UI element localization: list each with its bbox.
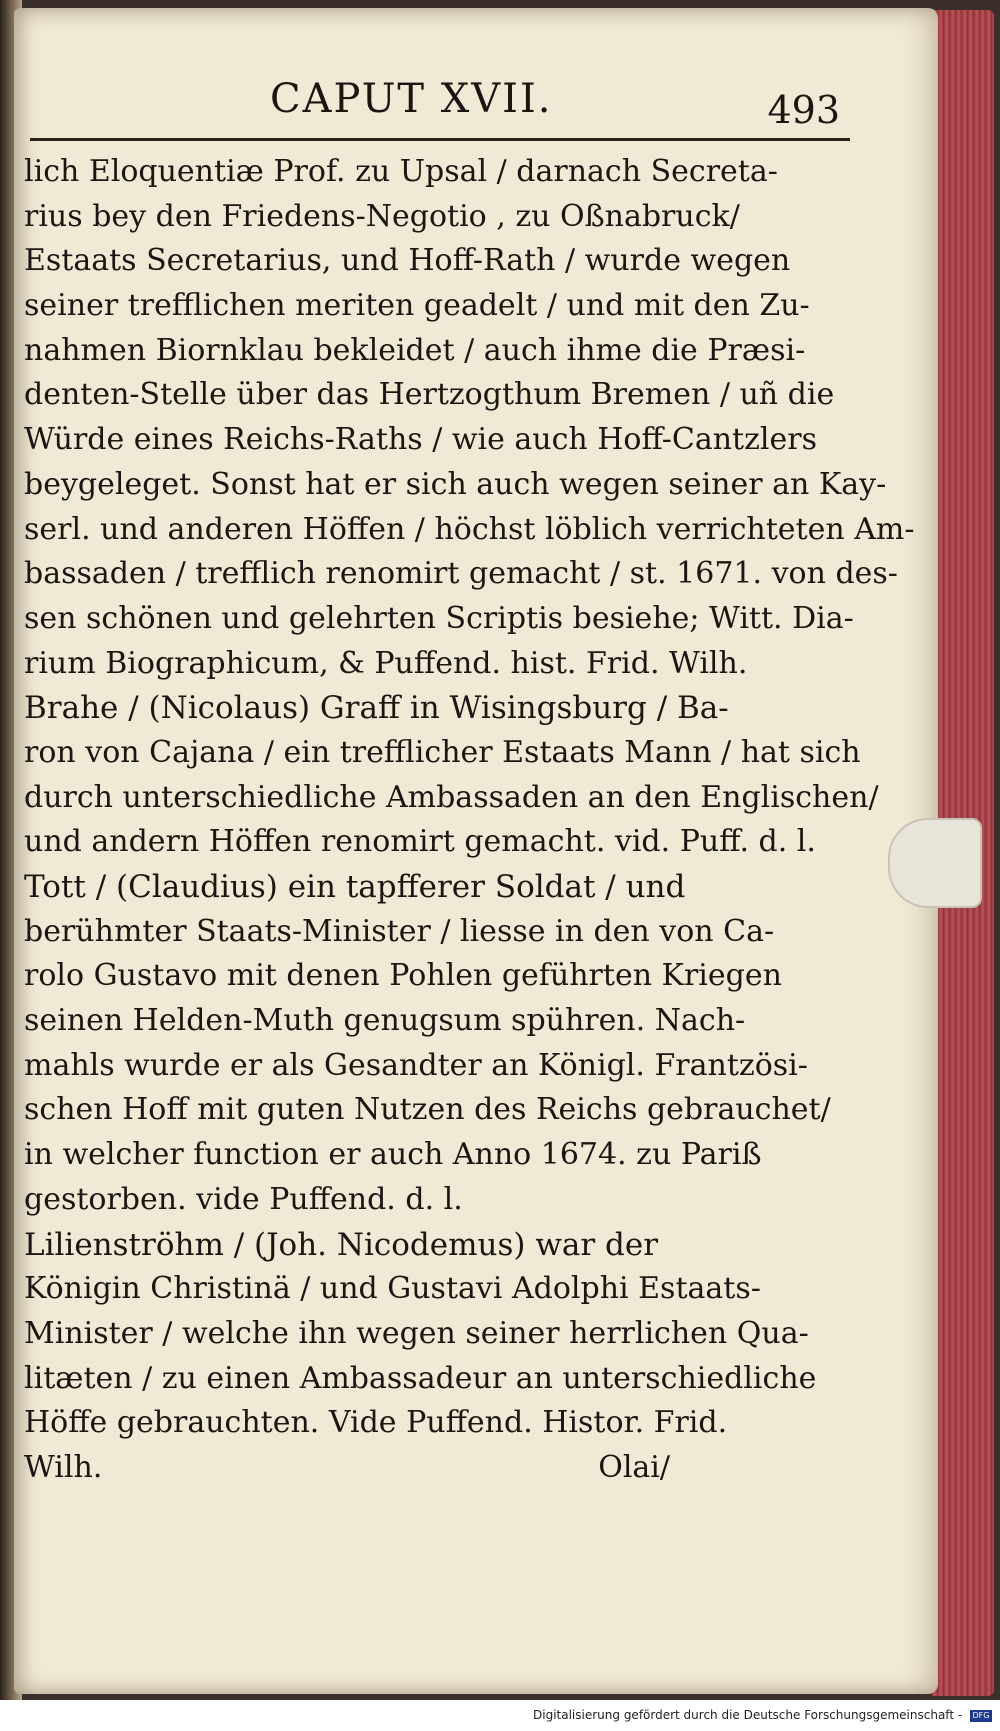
text-line: Würde eines Reichs-Raths / wie auch Hoff-Cantzlers (24, 422, 817, 458)
text-line: Minister / welche ihn wegen seiner herrlichen Qua- (24, 1315, 809, 1351)
text-line: denten-Stelle über das Hertzogthum Bremen / uñ die (24, 377, 835, 413)
bookmark-tab (888, 818, 982, 908)
text-line: serl. und anderen Höffen / höchst löblich verrichteten Am- (24, 511, 915, 547)
page-header (30, 60, 840, 150)
text-line: seiner trefflichen meriten geadelt / und mit den Zu- (24, 288, 810, 324)
text-line: sen schönen und gelehrten Scriptis besiehe; Witt. Dia- (24, 600, 854, 636)
text-line: beygeleget. Sonst hat er sich auch wegen seiner an Kay- (24, 466, 887, 502)
text-line: seinen Helden-Muth genugsum spühren. Nach- (24, 1003, 746, 1039)
page-number: 493 (767, 88, 840, 132)
text-line: durch unterschiedliche Ambassaden an den Englischen/ (24, 779, 879, 815)
digitization-footer (533, 1708, 992, 1722)
text-line: rolo Gustavo mit denen Pohlen geführten Kriegen (24, 958, 782, 994)
text-line: in welcher function er auch Anno 1674. zu Pariß (24, 1137, 762, 1173)
text-line catchword-line: Wilh. Olai/ (24, 1449, 671, 1485)
entry-heading-line: Brahe / (Nicolaus) Graff in Wisingsburg / Ba- (24, 690, 729, 727)
text-line: rium Biographicum, & Puffend. hist. Frid. Wilh. (24, 645, 748, 681)
entry-heading-line: Tott / (Claudius) ein tapfferer Soldat / und (24, 869, 686, 905)
text-line: rius bey den Friedens-Negotio , zu Oßnabruck/ (24, 198, 740, 234)
text-line: gestorben. vide Puffend. d. l. (24, 1181, 463, 1217)
dfg-logo: DFG (970, 1710, 992, 1722)
text-line: und andern Höffen renomirt gemacht. vid. Puff. d. l. (24, 824, 816, 860)
text-line: litæten / zu einen Ambassadeur an unterschiedliche (24, 1360, 817, 1396)
body-text (24, 150, 915, 1491)
text-line: nahmen Biornklau bekleidet / auch ihme die Præsi- (24, 332, 806, 368)
text-line: schen Hoff mit guten Nutzen des Reichs gebrauchet/ (24, 1092, 831, 1128)
text-line: lich Eloquentiæ Prof. zu Upsal / darnach Secreta- (24, 154, 778, 189)
running-head: CAPUT XVII. (270, 76, 553, 122)
text-line: bassaden / trefflich renomirt gemacht / st. 1671. von des- (24, 556, 898, 592)
text-line: Höffe gebrauchten. Vide Puffend. Histor. Frid. (24, 1405, 728, 1441)
text-line: ron von Cajana / ein trefflicher Estaats Mann / hat sich (24, 734, 861, 770)
text-line: Estaats Secretarius, und Hoff-Rath / wurde wegen (24, 243, 791, 279)
text-line: mahls wurde er als Gesandter an Königl. Frantzösi- (24, 1047, 808, 1083)
header-rule (30, 138, 850, 141)
text-line: Königin Christinä / und Gustavi Adolphi Estaats- (24, 1271, 761, 1307)
text-line: berühmter Staats-Minister / liesse in den von Ca- (24, 913, 775, 949)
funding-credit: Digitalisierung gefördert durch die Deutsche Forschungsgemeinschaft - (533, 1708, 963, 1722)
entry-heading-line: Lilienströhm / (Joh. Nicodemus) war der (24, 1226, 659, 1263)
